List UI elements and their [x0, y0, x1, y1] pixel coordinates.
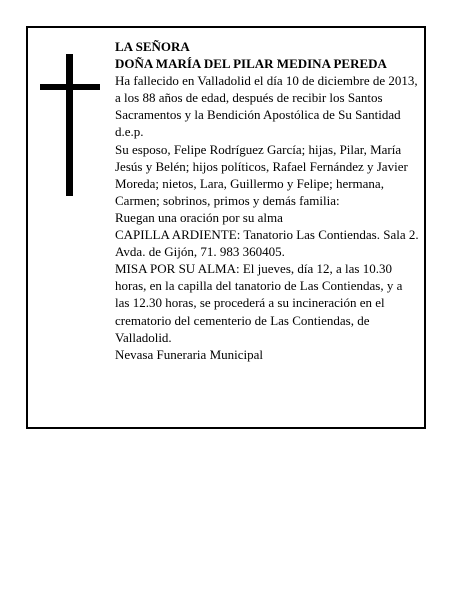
- chapel-info: CAPILLA ARDIENTE: Tanatorio Las Contiendas. Sala 2. Avda. de Gijón, 71. 983 360405.: [115, 227, 419, 260]
- notice-heading-title: LA SEÑORA: [115, 39, 190, 54]
- prayer-request: Ruegan una oración por su alma: [115, 209, 283, 225]
- death-info: Ha fallecido en Valladolid el día 10 de diciembre de 2013, a los 88 años de edad, después de recibir los Santos Sacramentos y la Bendición Apostólica de Su Santidad: [115, 73, 418, 123]
- dep-abbreviation: d.e.p.: [115, 124, 144, 140]
- cross-vertical-bar: [66, 54, 73, 196]
- deceased-name: DOÑA MARÍA DEL PILAR MEDINA PEREDA: [115, 56, 387, 72]
- cross-horizontal-bar: [40, 84, 100, 90]
- funeral-home: Nevasa Funeraria Municipal: [115, 346, 264, 362]
- notice-text: [115, 38, 420, 363]
- family-list: Su esposo, Felipe Rodríguez García; hijas, Pilar, María Jesús y Belén; hijos políticos, Rafael Fernández y Javier Moreda; nietos, Lara, Guillermo y Felipe; hermana, Carmen; sobrinos, primos y demás familia:: [115, 141, 408, 208]
- obituary-notice: [26, 26, 426, 429]
- mass-info: MISA POR SU ALMA: El jueves, día 12, a las 10.30 horas, en la capilla del tanatorio de Las Contiendas, y a las 12.30 horas, se procederá a su incineración en el crematorio del cementerio de Las Contiendas, de Valladolid.: [115, 261, 403, 345]
